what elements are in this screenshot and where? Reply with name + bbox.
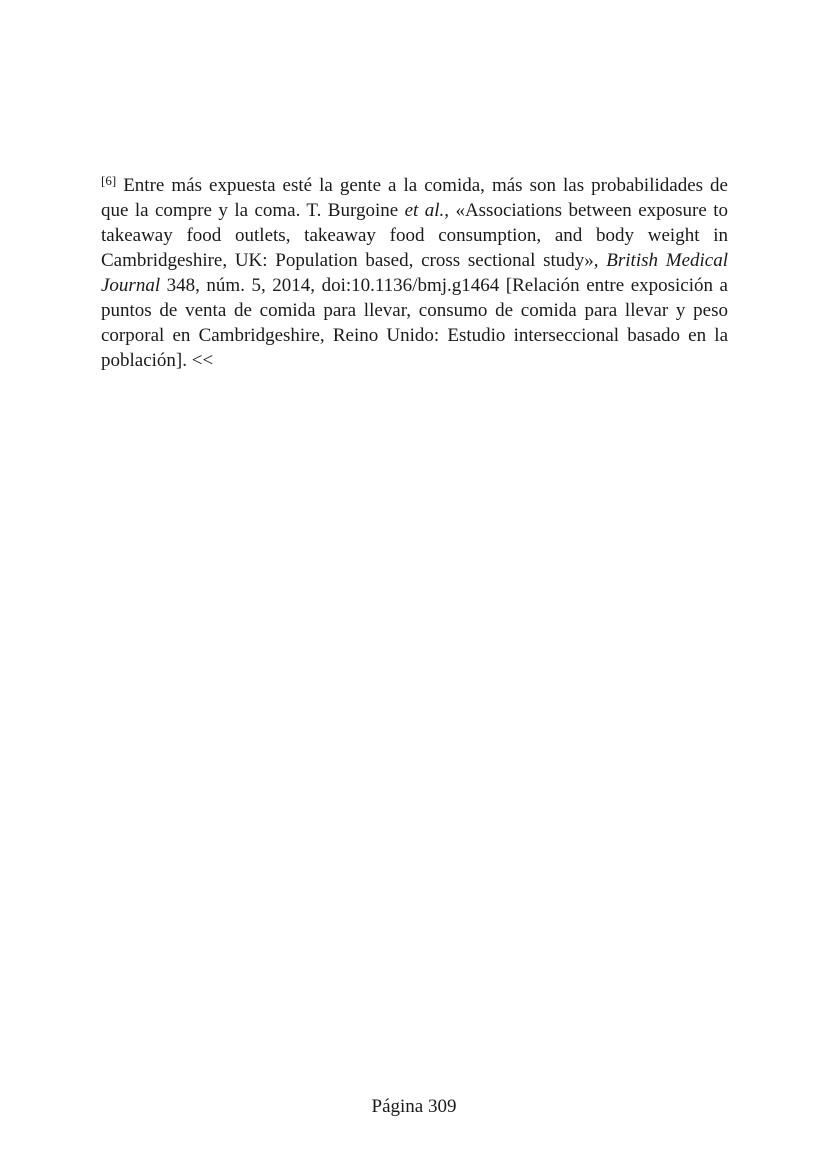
footnote-journal-title: British Medical Journal — [101, 250, 728, 296]
footnote-back-link[interactable]: << — [191, 350, 214, 371]
page-number: Página 309 — [371, 1096, 457, 1117]
footnote-text-part-2: , «Associations between exposure to takeaway food outlets, takeaway food consumption, and body weight in Cambridgeshire, UK: Population based, cross sectional study», — [101, 200, 728, 271]
footnote-et-al: et al. — [404, 200, 445, 221]
footnote-paragraph — [101, 173, 728, 373]
footnote-text-part-1: Entre más expuesta esté la gente a la comida, más son las probabilidades de que la compre y la coma. T. Burgoine — [101, 175, 728, 221]
footnote-text-part-3: 348, núm. 5, 2014, doi:10.1136/bmj.g1464 [Relación entre exposición a puntos de venta de comida para llevar, consumo de comida para llevar y peso corporal en Cambridgeshire, Reino Unido: Estudio interseccional basado en la población]. — [101, 275, 728, 371]
footnote-marker: [6] — [101, 173, 117, 188]
